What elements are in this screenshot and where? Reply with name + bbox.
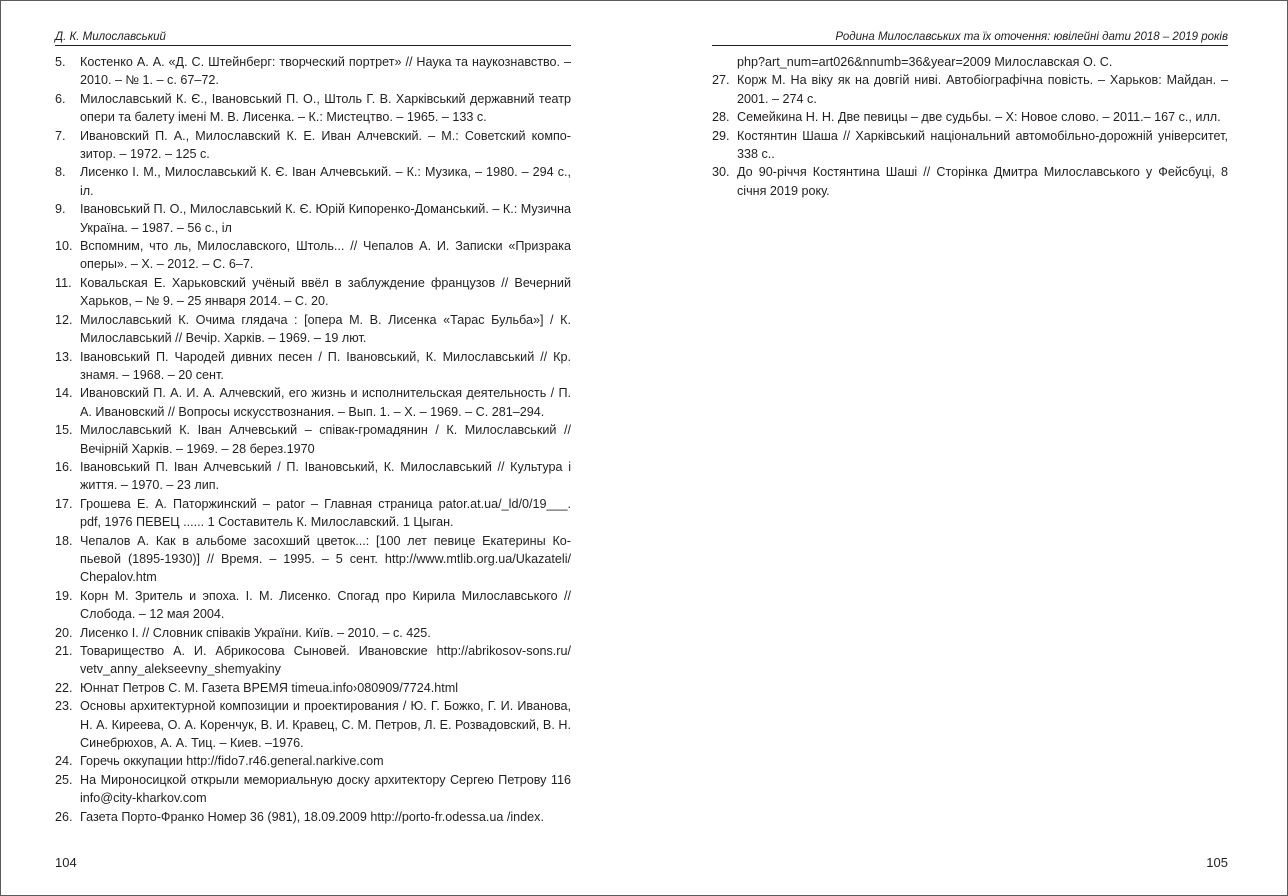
right-page (712, 1, 1228, 895)
reference-number: 17. (55, 496, 73, 511)
reference-number: 27. (712, 73, 730, 88)
reference-number: 5. (55, 55, 66, 69)
reference-number: 9. (55, 202, 66, 217)
reference-item (55, 311, 571, 348)
reference-item (55, 384, 571, 421)
reference-text: Горечь оккупации http://fido7.r46.general.narkive.com (80, 754, 384, 769)
reference-number: 7. (55, 128, 66, 143)
reference-text: На Мироносицкой открыли мемориальную доску архитектору Сергею Петрову 116 info@city-kharkov.com (80, 772, 571, 806)
reference-item (55, 458, 571, 495)
reference-item (55, 642, 571, 679)
reference-text: Милославський К. Іван Алчевський – співак-громадянин / К. Милославський // Вечірній Харків. – 1969. – 28 берез.1970 (80, 423, 571, 456)
left-page (55, 1, 571, 895)
reference-number: 12. (55, 312, 73, 327)
reference-text: Семейкина Н. Н. Две певицы – две судьбы. – Х: Новое слово. – 2011.– 167 с., илл. (737, 110, 1221, 125)
page-number-left: 104 (55, 855, 77, 870)
reference-text: Івановський П. О., Милославський К. Є. Юрій Кипоренко-Доманський. – К.: Музична Україна. – 1987. – 56 с., іл (80, 202, 571, 235)
reference-item (55, 421, 571, 458)
reference-item (55, 53, 571, 90)
reference-text: Юннат Петров С. М. Газета ВРЕМЯ timeua.info›080909/7724.html (80, 680, 459, 695)
reference-text: Корж М. На віку як на довгій ниві. Автобіографічна повість. – Харьков: Майдан. – 2001. – 274 с. (737, 73, 1228, 106)
reference-item (55, 274, 571, 311)
reference-number: 10. (55, 239, 73, 254)
reference-item (55, 771, 571, 808)
reference-number: 25. (55, 772, 73, 787)
reference-item (55, 200, 571, 237)
reference-text: До 90-річчя Костянтина Шаші // Сторінка Дмитра Милославського у Фейсбуці, 8 січня 2019 року. (737, 165, 1228, 198)
reference-item (712, 71, 1228, 108)
reference-text: Костенко А. А. «Д. С. Штейнберг: творческий портрет» // Наука та наукознавство. – 2010. – № 1. – с. 67–72. (80, 55, 571, 88)
reference-item (55, 679, 571, 697)
reference-number: 6. (55, 91, 66, 106)
reference-item (55, 127, 571, 164)
reference-item (712, 108, 1228, 126)
reference-item (55, 752, 571, 770)
reference-number: 23. (55, 699, 73, 714)
reference-number: 15. (55, 423, 73, 438)
reference-item (712, 127, 1228, 164)
reference-text: Лисенко І. М., Милославський К. Є. Іван Алчевський. – К.: Музика, – 1980. – 294 с., іл. (80, 165, 571, 198)
reference-number: 30. (712, 165, 730, 180)
reference-number: 20. (55, 625, 73, 640)
reference-continuation: php?art_num=art026&nnumb=36&year=2009 Милославская О. С. (737, 55, 1113, 69)
reference-text: Корн М. Зритель и эпоха. І. М. Лисенко. Спогад про Кирила Милославського // Слобода. – 12 мая 2004. (80, 588, 571, 622)
reference-text: Лисенко І. // Словник співаків України. Київ. – 2010. – с. 425. (80, 625, 431, 640)
reference-text: Газета Порто-Франко Номер 36 (981), 18.09.2009 http://porto-fr.odessa.ua /index. (80, 809, 544, 824)
reference-number: 28. (712, 110, 730, 125)
reference-number: 11. (55, 275, 72, 290)
reference-text: Івановський П. Чародей дивних песен / П. Івановський, К. Милославський // Кр. знамя. – 1968. – 20 сент. (80, 349, 571, 382)
reference-number: 21. (55, 644, 73, 658)
reference-text: Основы архитектурной композиции и проектирования / Ю. Г. Божко, Г. И. Иванова, Н. А. Киреева, О. А. Коренчук, В. И. Кравец, С. М. Петров, Л. Е. Розвадовский, В. Н. Синебрюхов, А. А. Тиц. – Киев. –1976. (80, 699, 571, 751)
reference-item (712, 163, 1228, 200)
reference-item (55, 808, 571, 826)
reference-number: 24. (55, 754, 73, 769)
reference-item (55, 348, 571, 385)
reference-number: 22. (55, 680, 73, 695)
reference-item (55, 90, 571, 127)
reference-text: Грошева Е. А. Паторжинский – pator – Главная страница pator.at.ua/_ld/0/19___. pdf, 1976 ПЕВЕЦ ...... 1 Составитель К. Милославский. 1 Цыган. (80, 496, 571, 530)
reference-text: Милославський К. Є., Івановський П. О., Штоль Г. В. Харківський державний театр опери та балету імені М. В. Лисенка. – К.: Мистецтво. – 1965. – 133 с. (80, 91, 571, 125)
reference-text: Івановський П. Іван Алчевський / П. Івановський, К. Милославський // Культура і життя. – 1970. – 23 лип. (80, 459, 571, 493)
reference-text: Милославський К. Очима глядача : [опера М. В. Лисенка «Тарас Бульба»] / К. Милославський // Вечір. Харків. – 1969. – 19 лют. (80, 312, 571, 346)
reference-text: Товарищество А. И. Абрикосова Сыновей. Ивановские http://abrikosov-sons.ru/ vetv_anny_alekseevny_shemyakiny (80, 644, 571, 677)
reference-number: 29. (712, 128, 730, 143)
reference-number: 19. (55, 588, 73, 603)
reference-text: Костянтин Шаша // Харківський національний автомобільно-дорожній університет, 338 с.. (737, 128, 1228, 162)
reference-item (55, 163, 571, 200)
running-head-right: Родина Милославських та їх оточення: ювілейні дати 2018 – 2019 років (712, 30, 1228, 46)
reference-item (55, 237, 571, 274)
reference-item (55, 624, 571, 642)
reference-list-left (55, 53, 571, 826)
reference-number: 8. (55, 165, 66, 180)
reference-list-right (712, 71, 1228, 200)
reference-number: 14. (55, 386, 73, 401)
reference-number: 13. (55, 349, 73, 364)
reference-text: Чепалов А. Как в альбоме засохший цветок...: [100 лет певице Екатерины Копьевой (1895-1930)] // Время. – 1995. – 5 сент. http://www.mtlib.org.ua/Ukazateli/ Chepalov.htm (80, 533, 571, 585)
reference-text: Ковальская Е. Харьковский учёный ввёл в заблуждение французов // Вечерний Харьков, – № 9. – 25 января 2014. – С. 20. (80, 275, 571, 309)
reference-text: Ивановский П. А., Милославский К. Е. Иван Алчевский. – М.: Советский композитор. – 1972. – 125 с. (80, 128, 571, 162)
reference-item (55, 532, 571, 587)
reference-item (55, 587, 571, 624)
reference-item (55, 697, 571, 752)
reference-block-right (712, 53, 1228, 200)
page-number-right: 105 (1206, 855, 1228, 870)
reference-text: Ивановский П. А. И. А. Алчевский, его жизнь и исполнительская деятельность / П. А. Ивановский // Вопросы искусствознания. – Вып. 1. – Х. – 1969. – С. 281–294. (80, 386, 571, 419)
reference-number: 18. (55, 533, 73, 548)
reference-number: 16. (55, 459, 73, 474)
running-head-left: Д. К. Милославський (55, 30, 571, 46)
reference-item (55, 495, 571, 532)
reference-number: 26. (55, 809, 73, 824)
reference-text: Вспомним, что ль, Милославского, Штоль... // Чепалов А. И. Записки «Призрака оперы». – Х. – 2012. – С. 6–7. (80, 239, 571, 272)
